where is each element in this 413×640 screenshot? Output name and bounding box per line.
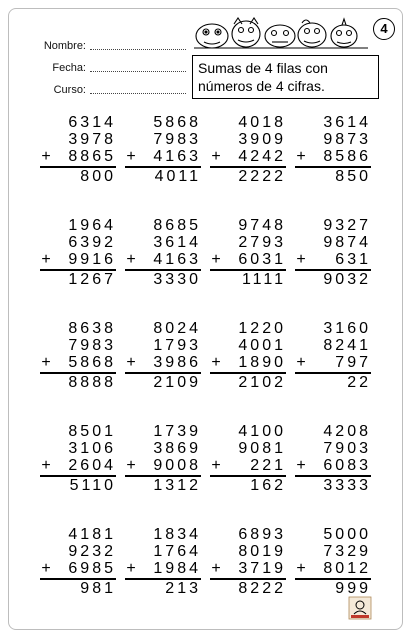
sign-spacer bbox=[210, 374, 222, 391]
addend-1-row bbox=[40, 526, 125, 543]
addend-3-row bbox=[125, 251, 210, 268]
addend-3-row bbox=[40, 457, 125, 474]
name-label: Nombre: bbox=[43, 40, 86, 52]
answer-line: 2222 bbox=[238, 168, 286, 185]
sign-spacer bbox=[125, 217, 137, 234]
addend-2: 7329 bbox=[323, 543, 371, 560]
plus-sign: + bbox=[211, 457, 221, 474]
addend-2-row bbox=[295, 234, 380, 251]
addend-1: 1739 bbox=[153, 423, 201, 440]
answer-line: 1111 bbox=[241, 271, 286, 288]
answer-line-row[interactable] bbox=[295, 372, 371, 391]
sign-spacer bbox=[295, 217, 307, 234]
cartoon-animals-illustration bbox=[192, 14, 372, 50]
addend-3-row bbox=[295, 251, 380, 268]
sign-spacer bbox=[295, 526, 307, 543]
addition-problem bbox=[40, 114, 125, 212]
plus-sign: + bbox=[296, 560, 306, 577]
addend-1: 8638 bbox=[68, 320, 116, 337]
addend-1: 8501 bbox=[68, 423, 116, 440]
addend-2: 3869 bbox=[153, 440, 201, 457]
addend-2-row bbox=[295, 543, 380, 560]
addend-2: 1793 bbox=[153, 337, 201, 354]
sign-spacer bbox=[210, 543, 222, 560]
answer-line-row[interactable] bbox=[125, 372, 201, 391]
addend-3: 3986 bbox=[153, 354, 201, 371]
sign-spacer bbox=[40, 374, 52, 391]
sign-spacer bbox=[210, 217, 222, 234]
answer-line: 8888 bbox=[68, 374, 116, 391]
sign-spacer bbox=[40, 440, 52, 457]
answer-line: 5110 bbox=[69, 477, 116, 494]
addend-3-row bbox=[40, 354, 125, 371]
addend-1: 9748 bbox=[238, 217, 286, 234]
addend-2-row bbox=[210, 337, 295, 354]
addend-3-row bbox=[210, 457, 295, 474]
plus-sign: + bbox=[211, 354, 221, 371]
addend-1: 5868 bbox=[153, 114, 201, 131]
addend-2-row bbox=[40, 131, 125, 148]
addend-2: 1764 bbox=[153, 543, 201, 560]
addend-2: 4001 bbox=[238, 337, 286, 354]
sign-spacer bbox=[210, 423, 222, 440]
answer-line: 1267 bbox=[68, 271, 116, 288]
sign-spacer bbox=[125, 440, 137, 457]
sign-spacer bbox=[125, 320, 137, 337]
problem-row bbox=[40, 526, 380, 624]
addend-2-row bbox=[125, 131, 210, 148]
addend-2: 7983 bbox=[68, 337, 116, 354]
sign-spacer bbox=[295, 168, 307, 185]
sign-spacer bbox=[295, 320, 307, 337]
addend-2: 8241 bbox=[323, 337, 371, 354]
sign-spacer bbox=[40, 114, 52, 131]
answer-line: 999 bbox=[335, 580, 371, 597]
answer-line: 213 bbox=[165, 580, 201, 597]
addend-1-row bbox=[295, 114, 380, 131]
name-line[interactable] bbox=[90, 37, 186, 50]
addend-3: 6985 bbox=[68, 560, 116, 577]
addend-1-row bbox=[210, 114, 295, 131]
addend-1: 4018 bbox=[238, 114, 286, 131]
addend-1-row bbox=[40, 423, 125, 440]
addend-2-row bbox=[40, 440, 125, 457]
addend-1-row bbox=[210, 423, 295, 440]
sign-spacer bbox=[125, 477, 137, 494]
answer-line: 850 bbox=[335, 168, 371, 185]
addend-2: 9232 bbox=[68, 543, 116, 560]
addition-problem bbox=[210, 217, 295, 315]
addend-1: 6893 bbox=[238, 526, 286, 543]
addend-1-row bbox=[40, 320, 125, 337]
addend-2-row bbox=[40, 543, 125, 560]
sign-spacer bbox=[40, 477, 52, 494]
addend-1-row bbox=[125, 217, 210, 234]
title-box bbox=[192, 55, 379, 99]
addend-1: 1834 bbox=[153, 526, 201, 543]
plus-sign: + bbox=[296, 354, 306, 371]
addend-1: 8024 bbox=[153, 320, 201, 337]
addend-3-row bbox=[125, 354, 210, 371]
sign-spacer bbox=[125, 131, 137, 148]
problem-row bbox=[40, 423, 380, 521]
addend-3: 9008 bbox=[153, 457, 201, 474]
addend-2-row bbox=[210, 234, 295, 251]
sign-spacer bbox=[295, 374, 307, 391]
addend-3: 4163 bbox=[153, 251, 201, 268]
answer-line: 1312 bbox=[153, 477, 201, 494]
addend-2-row bbox=[125, 337, 210, 354]
addition-problem bbox=[125, 526, 210, 624]
student-fields bbox=[36, 30, 186, 96]
answer-line-row[interactable] bbox=[125, 578, 201, 597]
sign-spacer bbox=[125, 423, 137, 440]
plus-sign: + bbox=[211, 251, 221, 268]
sign-spacer bbox=[295, 543, 307, 560]
addend-2: 7983 bbox=[153, 131, 201, 148]
addend-3: 2604 bbox=[68, 457, 116, 474]
addend-3: 797 bbox=[335, 354, 371, 371]
plus-sign: + bbox=[296, 251, 306, 268]
addend-3: 4242 bbox=[238, 148, 286, 165]
plus-sign: + bbox=[126, 148, 136, 165]
sign-spacer bbox=[210, 320, 222, 337]
answer-line: 162 bbox=[250, 477, 286, 494]
plus-sign: + bbox=[126, 354, 136, 371]
addend-1: 3614 bbox=[323, 114, 371, 131]
addition-problem bbox=[295, 114, 380, 212]
addend-2-row bbox=[125, 440, 210, 457]
sign-spacer bbox=[125, 374, 137, 391]
answer-line-row[interactable] bbox=[295, 166, 371, 185]
addend-1: 5000 bbox=[323, 526, 371, 543]
sign-spacer bbox=[40, 423, 52, 440]
sign-spacer bbox=[210, 477, 222, 494]
problem-row bbox=[40, 320, 380, 418]
answer-line-row[interactable] bbox=[40, 166, 116, 185]
addend-2-row bbox=[40, 234, 125, 251]
addend-3: 631 bbox=[335, 251, 371, 268]
addend-3: 8012 bbox=[323, 560, 371, 577]
plus-sign: + bbox=[41, 457, 51, 474]
sign-spacer bbox=[125, 543, 137, 560]
page-number-badge: 4 bbox=[373, 18, 395, 40]
addend-1-row bbox=[125, 320, 210, 337]
answer-line-row[interactable] bbox=[125, 475, 201, 494]
addend-1-row bbox=[40, 217, 125, 234]
addend-2: 3909 bbox=[238, 131, 286, 148]
course-line[interactable] bbox=[90, 81, 186, 94]
addend-3-row bbox=[295, 354, 380, 371]
addend-1-row bbox=[210, 320, 295, 337]
addend-2: 3614 bbox=[153, 234, 201, 251]
addition-problem bbox=[40, 526, 125, 624]
addend-3-row bbox=[295, 148, 380, 165]
answer-line: 3333 bbox=[323, 477, 371, 494]
answer-line: 2102 bbox=[238, 374, 286, 391]
sign-spacer bbox=[210, 526, 222, 543]
sign-spacer bbox=[295, 271, 307, 288]
addition-problem bbox=[210, 423, 295, 521]
addend-1-row bbox=[125, 423, 210, 440]
sign-spacer bbox=[125, 526, 137, 543]
sign-spacer bbox=[295, 234, 307, 251]
addend-3: 1984 bbox=[153, 560, 201, 577]
addition-problem bbox=[125, 114, 210, 212]
addend-2-row bbox=[210, 543, 295, 560]
addend-3-row bbox=[295, 560, 380, 577]
publisher-logo-icon bbox=[348, 596, 372, 620]
addend-1-row bbox=[295, 217, 380, 234]
addend-1: 4208 bbox=[323, 423, 371, 440]
answer-line-row[interactable] bbox=[295, 475, 371, 494]
addend-3: 9916 bbox=[68, 251, 116, 268]
addend-2: 9873 bbox=[323, 131, 371, 148]
addition-problem bbox=[295, 320, 380, 418]
title-line-1: Sumas de 4 filas con bbox=[198, 60, 328, 76]
sign-spacer bbox=[40, 543, 52, 560]
plus-sign: + bbox=[41, 560, 51, 577]
sign-spacer bbox=[125, 271, 137, 288]
addend-2: 3106 bbox=[68, 440, 116, 457]
sign-spacer bbox=[295, 131, 307, 148]
addend-1: 1964 bbox=[68, 217, 116, 234]
plus-sign: + bbox=[211, 560, 221, 577]
addend-3: 5868 bbox=[68, 354, 116, 371]
addend-2-row bbox=[295, 337, 380, 354]
addend-3-row bbox=[40, 251, 125, 268]
plus-sign: + bbox=[296, 457, 306, 474]
answer-line: 2109 bbox=[153, 374, 201, 391]
course-label: Curso: bbox=[53, 84, 86, 96]
addend-1-row bbox=[40, 114, 125, 131]
answer-line-row[interactable] bbox=[40, 269, 116, 288]
addend-1-row bbox=[125, 526, 210, 543]
answer-line-row[interactable] bbox=[125, 269, 201, 288]
addend-2: 9081 bbox=[238, 440, 286, 457]
sign-spacer bbox=[40, 168, 52, 185]
addend-3: 1890 bbox=[238, 354, 286, 371]
sign-spacer bbox=[295, 477, 307, 494]
problem-row bbox=[40, 114, 380, 212]
addition-problem bbox=[210, 526, 295, 624]
addition-problems-grid bbox=[40, 114, 380, 629]
addend-1-row bbox=[295, 526, 380, 543]
answer-line: 22 bbox=[347, 374, 371, 391]
addend-2-row bbox=[210, 131, 295, 148]
date-field[interactable] bbox=[36, 52, 186, 74]
sign-spacer bbox=[40, 131, 52, 148]
sign-spacer bbox=[210, 440, 222, 457]
addend-2: 9874 bbox=[323, 234, 371, 251]
addend-3: 8865 bbox=[68, 148, 116, 165]
sign-spacer bbox=[295, 114, 307, 131]
date-label: Fecha: bbox=[52, 62, 86, 74]
sign-spacer bbox=[40, 234, 52, 251]
addend-3: 8586 bbox=[323, 148, 371, 165]
addend-3-row bbox=[40, 148, 125, 165]
sign-spacer bbox=[295, 580, 307, 597]
answer-line-row[interactable] bbox=[210, 475, 286, 494]
sign-spacer bbox=[40, 320, 52, 337]
addend-2-row bbox=[40, 337, 125, 354]
sign-spacer bbox=[295, 440, 307, 457]
addition-problem bbox=[125, 217, 210, 315]
addend-3-row bbox=[125, 560, 210, 577]
answer-line: 800 bbox=[80, 168, 116, 185]
plus-sign: + bbox=[41, 148, 51, 165]
addend-1: 4100 bbox=[238, 423, 286, 440]
answer-line-row[interactable] bbox=[295, 578, 371, 597]
addend-2-row bbox=[125, 543, 210, 560]
addend-2: 6392 bbox=[68, 234, 116, 251]
addend-3: 3719 bbox=[238, 560, 286, 577]
addend-1-row bbox=[125, 114, 210, 131]
addend-2: 7903 bbox=[323, 440, 371, 457]
addend-3-row bbox=[125, 457, 210, 474]
addend-2: 8019 bbox=[238, 543, 286, 560]
addend-2-row bbox=[210, 440, 295, 457]
addend-1: 8685 bbox=[153, 217, 201, 234]
addend-3-row bbox=[210, 560, 295, 577]
answer-line-row[interactable] bbox=[40, 578, 116, 597]
addend-3: 221 bbox=[250, 457, 286, 474]
plus-sign: + bbox=[41, 354, 51, 371]
sign-spacer bbox=[295, 423, 307, 440]
date-line[interactable] bbox=[90, 59, 186, 72]
answer-line-row[interactable] bbox=[210, 372, 286, 391]
answer-line: 9032 bbox=[323, 271, 371, 288]
addend-1-row bbox=[295, 423, 380, 440]
addend-3-row bbox=[40, 560, 125, 577]
sign-spacer bbox=[125, 168, 137, 185]
addend-1: 4181 bbox=[68, 526, 116, 543]
sign-spacer bbox=[40, 271, 52, 288]
sign-spacer bbox=[125, 337, 137, 354]
addend-3-row bbox=[210, 354, 295, 371]
addend-1: 9327 bbox=[323, 217, 371, 234]
title-line-2: números de 4 cifras. bbox=[198, 78, 325, 94]
addition-problem bbox=[125, 423, 210, 521]
addition-problem bbox=[40, 217, 125, 315]
addend-1-row bbox=[295, 320, 380, 337]
sign-spacer bbox=[40, 526, 52, 543]
sign-spacer bbox=[40, 580, 52, 597]
addend-3: 6083 bbox=[323, 457, 371, 474]
sign-spacer bbox=[210, 131, 222, 148]
sign-spacer bbox=[125, 114, 137, 131]
sign-spacer bbox=[210, 580, 222, 597]
answer-line: 4011 bbox=[154, 168, 201, 185]
addition-problem bbox=[210, 114, 295, 212]
sign-spacer bbox=[210, 234, 222, 251]
addend-1-row bbox=[210, 217, 295, 234]
plus-sign: + bbox=[211, 148, 221, 165]
addend-2: 3978 bbox=[68, 131, 116, 148]
sign-spacer bbox=[210, 168, 222, 185]
plus-sign: + bbox=[296, 148, 306, 165]
addend-3-row bbox=[210, 148, 295, 165]
answer-line-row[interactable] bbox=[295, 269, 371, 288]
sign-spacer bbox=[210, 114, 222, 131]
sign-spacer bbox=[210, 337, 222, 354]
addend-3-row bbox=[125, 148, 210, 165]
addend-2-row bbox=[295, 131, 380, 148]
plus-sign: + bbox=[126, 251, 136, 268]
answer-line-row[interactable] bbox=[40, 475, 116, 494]
answer-line-row[interactable] bbox=[40, 372, 116, 391]
addend-2: 2793 bbox=[238, 234, 286, 251]
addition-problem bbox=[40, 423, 125, 521]
addend-1: 3160 bbox=[323, 320, 371, 337]
addend-1-row bbox=[210, 526, 295, 543]
addend-3-row bbox=[295, 457, 380, 474]
plus-sign: + bbox=[41, 251, 51, 268]
sign-spacer bbox=[40, 217, 52, 234]
answer-line-row[interactable] bbox=[210, 166, 286, 185]
answer-line: 8222 bbox=[238, 580, 286, 597]
sign-spacer bbox=[125, 580, 137, 597]
answer-line-row[interactable] bbox=[125, 166, 201, 185]
answer-line: 981 bbox=[80, 580, 116, 597]
plus-sign: + bbox=[126, 560, 136, 577]
addend-3-row bbox=[210, 251, 295, 268]
addend-2-row bbox=[125, 234, 210, 251]
addition-problem bbox=[210, 320, 295, 418]
course-field[interactable] bbox=[36, 74, 186, 96]
addend-1: 6314 bbox=[68, 114, 116, 131]
sign-spacer bbox=[125, 234, 137, 251]
name-field[interactable] bbox=[36, 30, 186, 52]
addend-3: 6031 bbox=[238, 251, 286, 268]
sign-spacer bbox=[295, 337, 307, 354]
sign-spacer bbox=[210, 271, 222, 288]
addend-1: 1220 bbox=[238, 320, 286, 337]
addend-2-row bbox=[295, 440, 380, 457]
addition-problem bbox=[40, 320, 125, 418]
addition-problem bbox=[125, 320, 210, 418]
answer-line-row[interactable] bbox=[210, 269, 286, 288]
addition-problem bbox=[295, 423, 380, 521]
addition-problem bbox=[295, 217, 380, 315]
answer-line: 3330 bbox=[153, 271, 201, 288]
addend-3: 4163 bbox=[153, 148, 201, 165]
plus-sign: + bbox=[126, 457, 136, 474]
answer-line-row[interactable] bbox=[210, 578, 286, 597]
sign-spacer bbox=[40, 337, 52, 354]
problem-row bbox=[40, 217, 380, 315]
